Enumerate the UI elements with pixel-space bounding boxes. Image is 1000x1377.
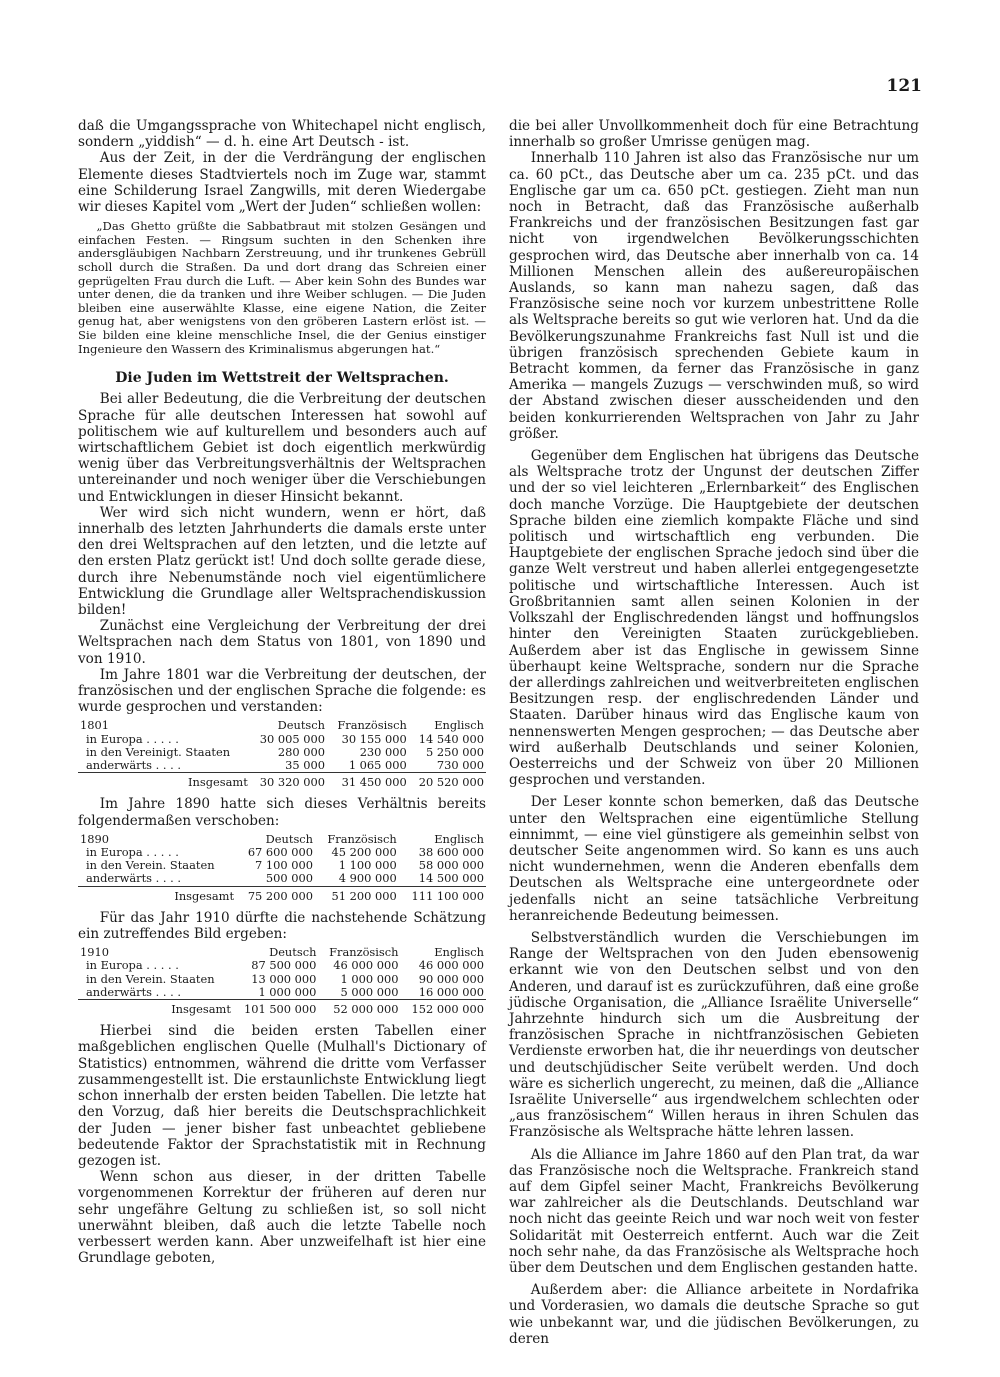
table-row bbox=[78, 733, 486, 746]
column-header: Deutsch bbox=[269, 945, 317, 960]
stats-table-1890 bbox=[78, 833, 486, 903]
table-row bbox=[78, 759, 486, 773]
column-header: Französisch bbox=[327, 831, 397, 846]
cell: 280 000 bbox=[277, 744, 325, 759]
right-column bbox=[509, 118, 919, 1347]
table-year: 1910 bbox=[80, 945, 109, 960]
cell: 5 000 000 bbox=[318, 986, 400, 1000]
paragraph: Selbstverständlich wurden die Verschiebungen im Range der Weltsprachen von den Juden ebensowenig erkannt wie von den Deutschen selbst und von den Anderen, und darauf ist es zurückzuführen, daß eine große jüdische Organisation, die „Alliance Israëlite Universelle“ Jahrzehnte hindurch sich um die Ausbreitung der französischen Sprache in nichtfranzösischen Gebieten Verdienste erworben hat, die ihr neuerdings von deutscher und deutschjüdischer Seite verübelt werden. Und doch wäre es sicherlich ungerecht, zu meinen, daß die „Alliance Israëlite Universelle“ aus irgendwelchem schlechten oder „aus französischem“ Willen heraus in ihren Schulen das Französische als Weltsprache hätte lehren lassen. bbox=[509, 929, 919, 1141]
table-total-row bbox=[78, 1000, 486, 1017]
cell: 58 000 000 bbox=[418, 858, 484, 873]
table-total-row bbox=[78, 773, 486, 790]
cell: 7 100 000 bbox=[255, 858, 314, 873]
table-year: 1801 bbox=[80, 718, 109, 733]
stats-table-1910 bbox=[78, 946, 486, 1016]
total-cell: 52 000 000 bbox=[333, 1002, 399, 1017]
cell: 46 000 000 bbox=[418, 958, 484, 973]
row-label: in den Verein. Staaten bbox=[86, 971, 215, 986]
paragraph: Zunächst eine Vergleichung der Verbreitung der drei Weltsprachen nach dem Status von 1801, von 1890 und von 1910. bbox=[78, 618, 486, 667]
total-cell: 20 520 000 bbox=[418, 775, 484, 790]
cell: 38 600 000 bbox=[418, 845, 484, 860]
cell: 1 065 000 bbox=[327, 759, 409, 773]
cell: 500 000 bbox=[236, 872, 315, 886]
column-header: Deutsch bbox=[265, 831, 314, 846]
paragraph: Im Jahre 1801 war die Verbreitung der deutschen, der französischen und der englischen Sprache die folgende: es wurde gesprochen und verstanden: bbox=[78, 666, 486, 716]
paragraph: daß die Umgangssprache von Whitechapel nicht englisch, sondern „yiddish“ — d. h. eine Art Deutsch - ist. bbox=[78, 118, 486, 151]
cell: 87 500 000 bbox=[251, 958, 317, 973]
row-label: in den Verein. Staaten bbox=[86, 858, 215, 873]
table-row bbox=[78, 986, 486, 1000]
table-row bbox=[78, 872, 486, 886]
cell: 14 500 000 bbox=[399, 872, 486, 886]
table-row bbox=[78, 973, 486, 986]
paragraph: Für das Jahr 1910 dürfte die nachstehende Schätzung ein zutreffendes Bild ergeben: bbox=[78, 909, 486, 943]
total-label: Insgesamt bbox=[171, 1002, 231, 1017]
total-cell: 75 200 000 bbox=[247, 888, 314, 903]
cell: 13 000 000 bbox=[251, 971, 317, 986]
column-header: Englisch bbox=[434, 945, 484, 960]
total-cell: 152 000 000 bbox=[411, 1002, 484, 1017]
cell: 16 000 000 bbox=[400, 986, 486, 1000]
cell: 30 005 000 bbox=[259, 731, 325, 746]
table-row bbox=[78, 959, 486, 972]
left-column bbox=[78, 118, 486, 1266]
total-cell: 30 320 000 bbox=[259, 775, 325, 790]
column-header: Französisch bbox=[329, 945, 399, 960]
row-label: in Europa . . . . . bbox=[86, 958, 179, 973]
paragraph: Bei aller Bedeutung, die die Verbreitung der deutschen Sprache für alle deutschen Interessen hat sowohl auf politischem wie auf kulturellem und besonders auch auf wirtschaftlichem Gebiet ist doch eigentlich merkwürdig wenig über das Verbreitungsverhältnis der Weltsprachen untereinander und noch weniger über die Verschiebungen und Entwicklungen in dieser Hinsicht bekannt. bbox=[78, 391, 486, 505]
cell: 730 000 bbox=[409, 759, 486, 773]
column-header: Französisch bbox=[337, 718, 407, 733]
paragraph: Wer wird sich nicht wundern, wenn er hört, daß innerhalb des letzten Jahrhunderts die damals erste unter den drei Weltsprachen auf den letzten, und die letzte auf den ersten Platz gerückt ist! Und doch sollte gerade diese, durch ihre Nebenumstände noch viel eigentümlichere Entwicklung die Grundlage aller Weltsprachendiskussion bilden! bbox=[78, 504, 486, 618]
cell: 30 155 000 bbox=[341, 731, 407, 746]
total-label: Insgesamt bbox=[174, 888, 235, 903]
section-heading: Die Juden im Wettstreit der Weltsprachen. bbox=[115, 370, 449, 387]
cell: 90 000 000 bbox=[418, 971, 484, 986]
cell: 46 000 000 bbox=[333, 958, 399, 973]
total-cell: 101 500 000 bbox=[243, 1002, 317, 1017]
paragraph: Im Jahre 1890 hatte sich dieses Verhältnis bereits folgendermaßen verschoben: bbox=[78, 796, 486, 829]
row-label: anderwärts . . . . bbox=[78, 759, 250, 773]
table-year: 1890 bbox=[80, 831, 109, 846]
cell: 1 000 000 bbox=[233, 986, 319, 1000]
cell: 5 250 000 bbox=[426, 744, 484, 759]
total-cell: 51 200 000 bbox=[331, 888, 397, 903]
row-label: in den Vereinigt. Staaten bbox=[86, 744, 231, 759]
paragraph: Wenn schon aus dieser, in der dritten Tabelle vorgenommenen Korrektur der früheren auf deren nur sehr ungefähre Geltung zu schließen ist, so soll nicht unerwähnt bleiben, daß auch die letzte Tabelle noch verbessert werden kann. Aber unzweifelhaft ist hier eine Grundlage geboten, bbox=[78, 1169, 486, 1267]
table-total-row bbox=[78, 886, 486, 903]
row-label: in Europa . . . . . bbox=[86, 731, 179, 746]
cell: 1 000 000 bbox=[340, 971, 399, 986]
cell: 230 000 bbox=[359, 744, 407, 759]
paragraph: Als die Alliance im Jahre 1860 auf den Plan trat, da war das Französische noch die Weltsprache. Frankreich stand auf dem Gipfel seiner Macht, Frankreichs Bevölkerung war zahlreicher als die Deutschlands. Deutschland war noch nicht das geeinte Reich und war noch weit von fester Solidarität mit Oesterreich entfernt. Auch war die Zeit noch sehr nahe, da das Französische als Weltsprache hoch über dem Deutschen und dem Englischen gestanden hatte. bbox=[509, 1146, 919, 1277]
page-number: 121 bbox=[886, 76, 922, 96]
table-header-row bbox=[78, 719, 486, 732]
cell: 1 100 000 bbox=[338, 858, 397, 873]
cell: 14 540 000 bbox=[418, 731, 484, 746]
paragraph: Der Leser konnte schon bemerken, daß das Deutsche unter den Weltsprachen eine eigentümliche Stellung einnimmt, — eine viel günstigere als gemeinhin selbst von deutscher Seite angenommen wird. So kann es uns auch nicht wundernehmen, wenn die Anderen ebenfalls dem Deutschen als Weltsprache eine untergeordnete oder jedenfalls nicht an seine tatsächliche Verbreitung heranreichende Bedeutung beimessen. bbox=[509, 794, 919, 924]
cell: 45 200 000 bbox=[331, 845, 397, 860]
row-label: in Europa . . . . . bbox=[86, 845, 179, 860]
total-label: Insgesamt bbox=[188, 775, 248, 790]
column-header: Englisch bbox=[434, 831, 484, 846]
block-quote: „Das Ghetto grüßte die Sabbatbraut mit stolzen Gesängen und einfachen Festen. — Ringsum suchten in den Schenken ihre andersgläubigen Nachbarn Zerstreuung, und ihr trunkenes Gebrüll scholl durch die Straßen. Da und dort drang das Schreien einer geprügelten Frau durch die Luft. — Aber kein Sohn des Bundes war unter denen, die da tranken und ihre Weiber schlugen. — Die Juden bleiben eine auserwählte Klasse, eine eigene Nation, die Zeiter genug hat, aber wenigstens von den gröberen Lastern erlöst ist. — Sie bilden eine kleine menschliche Insel, die der Genius einstiger Ingenieure den Wassern des Kriminalismus abgerungen hat.“ bbox=[78, 219, 486, 356]
column-header: Deutsch bbox=[277, 718, 325, 733]
cell: 35 000 bbox=[250, 759, 327, 773]
row-label: anderwärts . . . . bbox=[78, 986, 233, 1000]
total-cell: 31 450 000 bbox=[341, 775, 407, 790]
paragraph: Innerhalb 110 Jahren ist also das Französische nur um ca. 60 pCt., das Deutsche aber um ca. 235 pCt. und das Englische gar um ca. 650 pCt. gestiegen. Zieht man nun noch in Betracht, daß das Französische außerhalb Frankreichs und der französischen Besitzungen fast gar nicht von irgendwelchen Bevölkerungsschichten gesprochen wird, das Deutsche aber innerhalb von ca. 14 Millionen Menschen allein des außereuropäischen Auslands, so kann man nahezu sagen, daß das Französische seine noch vor kurzem unbestrittene Rolle als Weltsprache bereits so gut wie verloren hat. Und da die Bevölkerungszunahme Frankreichs fast Null ist und die übrigen französisch sprechenden Gebiete kaum in Betracht kommen, da ferner das Französische in ganz Amerika — mangels Zuzugs — verschwinden muß, so wird der Abstand zwischen dieser ausscheidenden und den beiden konkurrierenden Weltsprachen von Jahr zu Jahr größer. bbox=[509, 150, 919, 442]
paragraph: Außerdem aber: die Alliance arbeitete in Nordafrika und Vorderasien, wo damals die deutsche Sprache so gut wie unbekannt war, und die jüdischen Bevölkerungen, zu deren bbox=[509, 1282, 919, 1347]
cell: 67 600 000 bbox=[247, 845, 314, 860]
paragraph: Gegenüber dem Englischen hat übrigens das Deutsche als Weltsprache trotz der Ungunst der deutschen Ziffer und der so viel leichteren „Erlernbarkeit“ des Englischen doch manche Vorzüge. Die Hauptgebiete der deutschen Sprache bilden eine ziemlich kompakte Fläche und sind politisch und wirtschaftlich eng verbunden. Die Hauptgebiete der englischen Sprache jedoch sind über die ganze Welt verstreut und haben allerlei entgegengesetzte politische und wirtschaftliche Interessen. Auch ist Großbritannien samt allen seinen Kolonien in der Volkszahl der Englischredenden längst und hoffnungslos hinter den Vereinigten Staaten zurückgeblieben. Außerdem aber ist das Englische in gewissem Sinne überhaupt keine Weltsprache, sondern nur die Sprache der allerdings zahlreichen und weitverbreiteten englischen Besitzungen resp. der englischredenden Länder und Staaten. Darüber hinaus wird das Englische kaum von nennenswerten Mengen gesprochen; — das Deutsche aber wird außerhalb Deutschlands und seiner Kolonien, Oesterreichs und der Schweiz von über 20 Millionen gesprochen und verstanden. bbox=[509, 448, 919, 789]
stats-table-1801 bbox=[78, 719, 486, 789]
total-cell: 111 100 000 bbox=[411, 888, 484, 903]
paragraph: Hierbei sind die beiden ersten Tabellen einer maßgeblichen englischen Quelle (Mulhall's Dictionary of Statistics) entnommen, während die dritte vom Verfasser zusammengestellt ist. Die erstaunlichste Entwicklung liegt schon innerhalb der ersten beiden Tabellen. Die letzte hat den Vorzug, daß hier bereits die Deutschsprachlichkeit der Juden — jener bisher fast unbeachtet gebliebene bedeutende Faktor der Sprachstatistik mit in Rechnung gezogen ist. bbox=[78, 1023, 486, 1169]
paragraph: die bei aller Unvollkommenheit doch für eine Betrachtung innerhalb so großer Umrisse genügen mag. bbox=[509, 118, 919, 151]
paragraph: Aus der Zeit, in der die Verdrängung der englischen Elemente dieses Stadtviertels noch im Zuge war, stammt eine Schilderung Israel Zangwills, mit deren Wiedergabe wir dieses Kapitel vom „Wert der Juden“ schließen wollen: bbox=[78, 150, 486, 216]
row-label: anderwärts . . . . bbox=[78, 872, 236, 886]
cell: 4 900 000 bbox=[315, 872, 399, 886]
column-header: Englisch bbox=[434, 718, 484, 733]
